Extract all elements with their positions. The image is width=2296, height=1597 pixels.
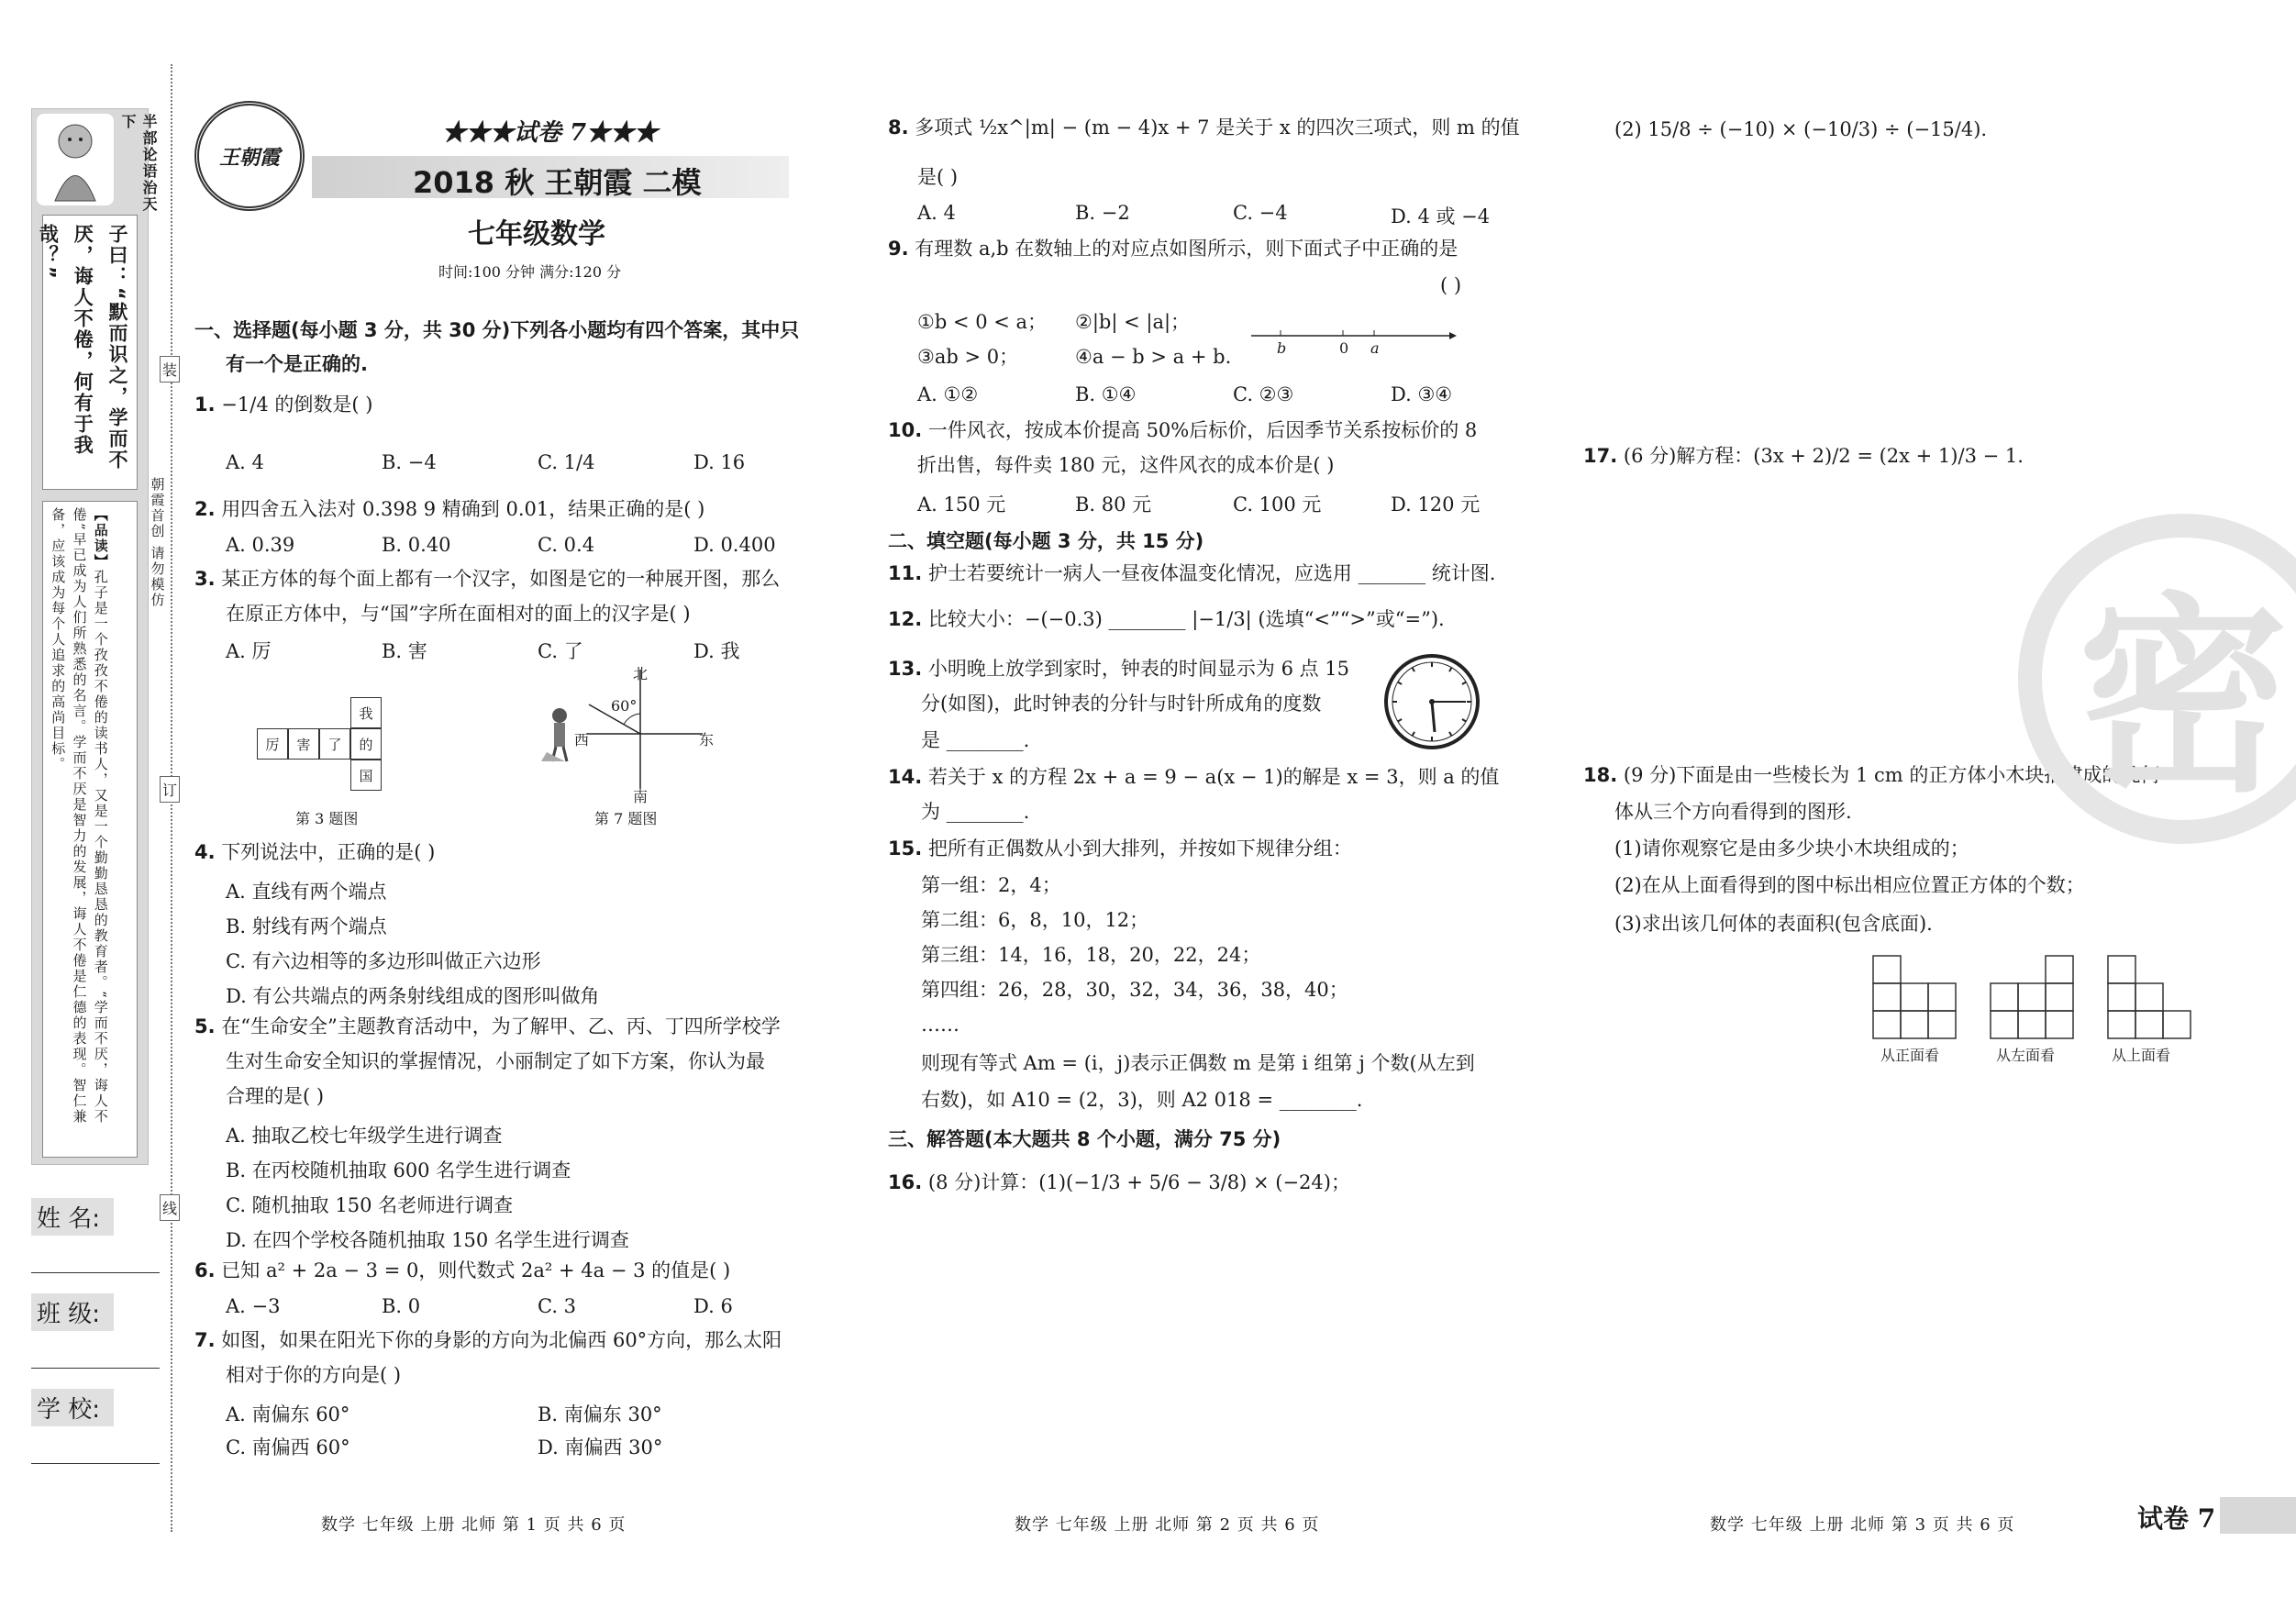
axis-b: b: [1277, 339, 1287, 357]
q1-opt-c[interactable]: C. 1/4: [538, 451, 595, 473]
q3-line2: 在原正方体中，与“国”字所在面相对的面上的汉字是( ): [226, 603, 691, 625]
fig3-caption: 第 3 题图: [295, 810, 359, 827]
q15-g4: 第四组：26，28，30，32，34，36，38，40；: [921, 979, 1348, 1001]
q5-line2: 生对生命安全知识的掌握情况，小丽制定了如下方案，你认为最: [226, 1050, 765, 1072]
q8-opt-b[interactable]: B. −2: [1075, 202, 1130, 224]
net-cell: 国: [350, 760, 382, 791]
q7-opt-a[interactable]: A. 南偏东 60°: [226, 1403, 350, 1425]
exam-time: 时间:100 分钟 满分:120 分: [438, 263, 622, 281]
q1-opt-a[interactable]: A. 4: [226, 451, 264, 473]
secret-stamp: [2018, 514, 2296, 844]
footer-tag-band: [2220, 1497, 2296, 1534]
q10-opt-b[interactable]: B. 80 元: [1075, 494, 1152, 516]
axis-a: a: [1370, 339, 1380, 357]
q5-opt-a[interactable]: A. 抽取乙校七年级学生进行调查: [226, 1125, 503, 1147]
q5-opt-b[interactable]: B. 在丙校随机抽取 600 名学生进行调查: [226, 1159, 571, 1181]
q1-opt-d[interactable]: D. 16: [693, 451, 746, 473]
q4: 4. 下列说法中，正确的是( ): [194, 841, 436, 863]
clock-icon: [1383, 653, 1481, 750]
q6-opt-b[interactable]: B. 0: [382, 1295, 421, 1317]
q2: 2. 用四舍五入法对 0.398 9 精确到 0.01，结果正确的是( ): [194, 498, 705, 520]
q7-opt-b[interactable]: B. 南偏东 30°: [538, 1403, 662, 1425]
q10-line2: 折出售，每件卖 180 元，这件风衣的成本价是( ): [917, 454, 1335, 476]
q5-opt-c[interactable]: C. 随机抽取 150 名老师进行调查: [226, 1194, 514, 1216]
q8-opt-a[interactable]: A. 4: [917, 202, 956, 224]
class-label: 班 级:: [31, 1293, 114, 1331]
q18: 18. (9 分)下面是由一些棱长为 1 cm 的正方体小木块搭建成的几何: [1583, 764, 2160, 786]
q8-line2: 是( ): [917, 166, 959, 188]
q14: 14. 若关于 x 的方程 2x + a = 9 − a(x − 1)的解是 x = 3，则 a 的值: [888, 766, 1500, 788]
q12: 12. 比较大小：−(−0.3) ________ |−1/3| (选填“<”“>”或“=”).: [888, 608, 1445, 630]
q3-opt-d[interactable]: D. 我: [693, 640, 740, 662]
q14-line2: 为 ________.: [921, 801, 1030, 823]
q13: 13. 小明晚上放学到家时，钟表的时间显示为 6 点 15: [888, 658, 1349, 680]
view-left-label: 从左面看: [1996, 1047, 2056, 1064]
q10-opt-c[interactable]: C. 100 元: [1233, 494, 1322, 516]
footer-page-2: 数学 七年级 上册 北师 第 2 页 共 6 页: [1015, 1515, 1320, 1535]
q15-t2: 右数)，如 A10 = (2，3)，则 A2 018 = ________.: [921, 1089, 1363, 1111]
q10: 10. 一件风衣，按成本价提高 50%后标价，后因季节关系按标价的 8: [888, 419, 1478, 441]
q7-opt-d[interactable]: D. 南偏西 30°: [538, 1436, 663, 1458]
q9-opt-c[interactable]: C. ②③: [1233, 383, 1294, 405]
q9-opt-d[interactable]: D. ③④: [1391, 383, 1453, 405]
net-cell: 我: [350, 697, 382, 728]
q9-s3: ③ab > 0；: [917, 346, 1019, 368]
compass-angle: 60°: [611, 697, 638, 715]
compass-west: 西: [574, 731, 590, 749]
sidebar-portrait: [37, 114, 114, 205]
net-cell: 的: [350, 728, 382, 760]
q5-line3: 合理的是( ): [226, 1085, 325, 1107]
net-cell: 了: [319, 728, 350, 760]
q1-opt-b[interactable]: B. −4: [382, 451, 437, 473]
view-top-label: 从上面看: [2112, 1047, 2171, 1064]
sidebar-quote: 子曰：“默而识之，学而不厌，诲人不倦，何有于我哉？”: [37, 224, 128, 471]
q15: 15. 把所有正偶数从小到大排列，并按如下规律分组：: [888, 837, 1352, 859]
paper-number: ★★★试卷 7★★★: [442, 119, 659, 147]
confucius-icon: [37, 114, 114, 205]
q9-paren: ( ): [1440, 274, 1462, 296]
q15-g2: 第二组：6，8，10，12；: [921, 909, 1149, 931]
compass-south: 南: [633, 788, 649, 805]
footer-tag: 试卷 7: [2137, 1503, 2216, 1534]
q6: 6. 已知 a² + 2a − 3 = 0，则代数式 2a² + 4a − 3 的值是( ): [194, 1259, 731, 1281]
exam-title: 2018 秋 王朝霞 二模: [413, 165, 702, 200]
q5-opt-d[interactable]: D. 在四个学校各随机抽取 150 名学生进行调查: [226, 1229, 629, 1251]
q9: 9. 有理数 a,b 在数轴上的对应点如图所示，则下面式子中正确的是: [888, 238, 1459, 260]
q18-p1: (1)请你观察它是由多少块小木块组成的；: [1614, 837, 1969, 859]
q2-opt-d[interactable]: D. 0.400: [693, 534, 776, 556]
q3-opt-c[interactable]: C. 了: [538, 640, 583, 662]
q1: 1. −1/4 的倒数是( ): [194, 394, 373, 416]
binding-mark-2: 订: [160, 776, 180, 803]
subject-title: 七年级数学: [468, 218, 605, 250]
q7: 7. 如图，如果在阳光下你的身影的方向为北偏西 60°方向，那么太阳: [194, 1329, 782, 1351]
q15-g1: 第一组：2，4；: [921, 874, 1061, 896]
q16-part2: (2) 15/8 ÷ (−10) × (−10/3) ÷ (−15/4).: [1614, 118, 1988, 140]
q13-line3: 是 ________.: [921, 729, 1030, 751]
q9-opt-b[interactable]: B. ①④: [1075, 383, 1137, 405]
q18-line2: 体从三个方向看得到的图形.: [1614, 801, 1852, 823]
net-cell: 厉: [257, 728, 288, 760]
q8-opt-c[interactable]: C. −4: [1233, 202, 1288, 224]
compass-north: 北: [633, 665, 649, 682]
compass-east: 东: [699, 731, 715, 749]
q2-opt-a[interactable]: A. 0.39: [226, 534, 295, 556]
q4-opt-d[interactable]: D. 有公共端点的两条射线组成的图形叫做角: [226, 985, 600, 1007]
name-label: 姓 名:: [31, 1198, 114, 1236]
q18-p2: (2)在从上面看得到的图中标出相应位置正方体的个数；: [1614, 874, 2085, 896]
logo-text: 王朝霞: [218, 145, 280, 170]
q15-t1: 则现有等式 Am = (i，j)表示正偶数 m 是第 i 组第 j 个数(从左到: [921, 1052, 1475, 1074]
q17: 17. (6 分)解方程：(3x + 2)/2 = (2x + 1)/3 − 1.: [1583, 445, 2024, 467]
section1-heading: 一、选择题(每小题 3 分，共 30 分)下列各小题均有四个答案，其中只: [194, 319, 800, 341]
q3: 3. 某正方体的每个面上都有一个汉字，如图是它的一种展开图，那么: [194, 568, 781, 590]
sidebar-motto: 半部论语治天下: [119, 114, 158, 213]
q6-opt-a[interactable]: A. −3: [226, 1295, 281, 1317]
q10-opt-a[interactable]: A. 150 元: [917, 494, 1006, 516]
q9-s4: ④a − b > a + b.: [1075, 346, 1232, 368]
section3-heading: 三、解答题(本大题共 8 个小题，满分 75 分): [888, 1128, 1281, 1150]
reading-box: [42, 501, 138, 1158]
axis-zero: 0: [1339, 339, 1349, 357]
binding-note: 朝霞首创 请勿模仿: [149, 477, 166, 608]
reading-text: 孔子是一个孜孜不倦的读书人，又是一个勤勤恳恳的教育者。“学而不厌，诲人不倦”早已成为人们所熟悉的名言。学而不厌是智力的发展，诲人不倦是仁德的表现。智仁兼备，应该成为每个人追求的高尚目标。: [50, 507, 109, 1125]
section2-heading: 二、填空题(每小题 3 分，共 15 分): [888, 530, 1204, 552]
q13-line2: 分(如图)，此时钟表的分针与时针所成角的度数: [921, 693, 1322, 715]
binding-mark-3: 线: [160, 1194, 180, 1221]
q6-opt-c[interactable]: C. 3: [538, 1295, 577, 1317]
name-field[interactable]: [31, 1271, 160, 1273]
footer-page-1: 数学 七年级 上册 北师 第 1 页 共 6 页: [321, 1515, 627, 1535]
school-label: 学 校:: [31, 1389, 114, 1426]
q15-dots: ……: [921, 1014, 959, 1036]
q9-s1: ①b < 0 < a；: [917, 311, 1048, 333]
q10-opt-d[interactable]: D. 120 元: [1391, 494, 1481, 516]
footer-page-3: 数学 七年级 上册 北师 第 3 页 共 6 页: [1710, 1515, 2015, 1535]
views-figure: [1871, 950, 2202, 1042]
fig7-caption: 第 7 题图: [594, 810, 658, 827]
q8: 8. 多项式 ½x^|m| − (m − 4)x + 7 是关于 x 的四次三项式，则 m 的值: [888, 116, 1520, 139]
q7-line2: 相对于你的方向是( ): [226, 1364, 402, 1386]
q16: 16. (8 分)计算：(1)(−1/3 + 5/6 − 3/8) × (−24)；: [888, 1171, 1350, 1193]
q15-g3: 第三组：14，16，18，20，22，24；: [921, 944, 1261, 966]
q11: 11. 护士若要统计一病人一昼夜体温变化情况，应选用 _______ 统计图.: [888, 562, 1496, 584]
q4-opt-c[interactable]: C. 有六边相等的多边形叫做正六边形: [226, 950, 541, 972]
q18-p3: (3)求出该几何体的表面积(包含底面).: [1614, 913, 1933, 935]
q5: 5. 在“生命安全”主题教育活动中，为了解甲、乙、丙、丁四所学校学: [194, 1015, 781, 1037]
q2-opt-b[interactable]: B. 0.40: [382, 534, 451, 556]
stamp-char: 密: [2077, 575, 2289, 821]
q9-opt-a[interactable]: A. ①②: [917, 383, 979, 405]
reading-label: 【品读】: [92, 507, 109, 570]
binding-mark-1: 装: [160, 356, 180, 383]
logo: [194, 101, 305, 211]
compass-figure: [532, 660, 715, 798]
net-cell: 害: [288, 728, 319, 760]
school-field[interactable]: [31, 1462, 160, 1464]
class-field[interactable]: [31, 1367, 160, 1369]
q3-opt-a[interactable]: A. 厉: [226, 640, 272, 662]
q8-opt-d[interactable]: D. 4 或 −4: [1391, 205, 1491, 227]
q4-opt-b[interactable]: B. 射线有两个端点: [226, 915, 387, 937]
q3-opt-b[interactable]: B. 害: [382, 640, 427, 662]
q7-opt-c[interactable]: C. 南偏西 60°: [226, 1436, 350, 1458]
q9-s2: ②|b| < |a|；: [1075, 311, 1191, 333]
view-front-label: 从正面看: [1880, 1047, 1940, 1064]
q2-opt-c[interactable]: C. 0.4: [538, 534, 595, 556]
q4-opt-a[interactable]: A. 直线有两个端点: [226, 881, 387, 903]
section1-heading2: 有一个是正确的.: [226, 353, 368, 375]
q6-opt-d[interactable]: D. 6: [693, 1295, 733, 1317]
